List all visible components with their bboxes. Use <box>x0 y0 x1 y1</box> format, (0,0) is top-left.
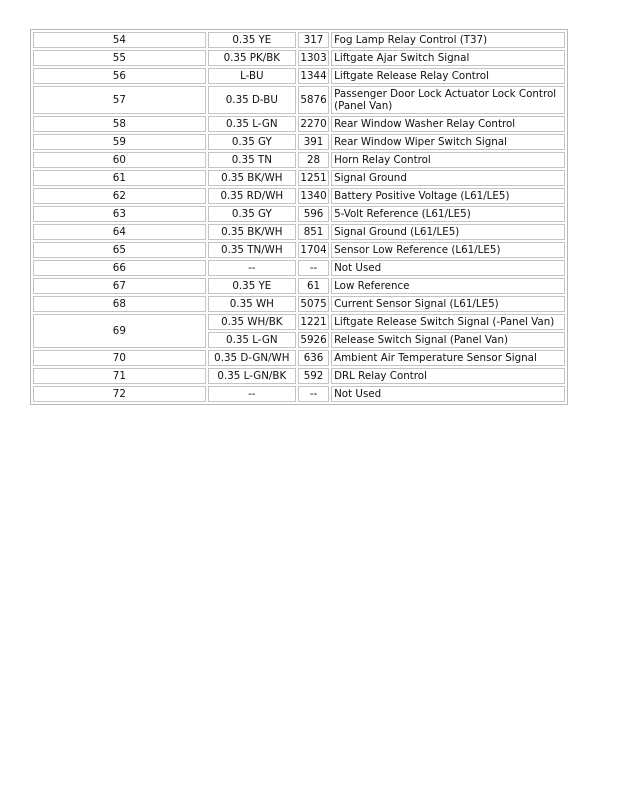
pin-cell: 58 <box>33 116 206 132</box>
table-row <box>33 116 565 132</box>
wire-cell: 0.35 BK/WH <box>208 224 296 240</box>
function-cell: Release Switch Signal (Panel Van) <box>331 332 565 348</box>
wire-cell: -- <box>208 386 296 402</box>
wire-cell: 0.35 WH <box>208 296 296 312</box>
pin-cell: 69 <box>33 314 206 348</box>
table-row <box>33 224 565 240</box>
pin-cell: 57 <box>33 86 206 114</box>
wire-cell: 0.35 D-GN/WH <box>208 350 296 366</box>
wire-cell: 0.35 WH/BK <box>208 314 296 330</box>
function-cell: Ambient Air Temperature Sensor Signal <box>331 350 565 366</box>
function-cell: Liftgate Release Relay Control <box>331 68 565 84</box>
table-row <box>33 170 565 186</box>
table-row <box>33 260 565 276</box>
function-cell: Signal Ground (L61/LE5) <box>331 224 565 240</box>
wire-cell: 0.35 RD/WH <box>208 188 296 204</box>
circuit-cell: 28 <box>298 152 329 168</box>
table-row <box>33 386 565 402</box>
wire-cell: 0.35 TN <box>208 152 296 168</box>
table-row <box>33 32 565 48</box>
wire-cell: 0.35 GY <box>208 206 296 222</box>
circuit-cell: -- <box>298 386 329 402</box>
circuit-cell: 596 <box>298 206 329 222</box>
table-row <box>33 68 565 84</box>
wire-cell: 0.35 YE <box>208 278 296 294</box>
circuit-cell: 851 <box>298 224 329 240</box>
table-row <box>33 86 565 114</box>
circuit-cell: 391 <box>298 134 329 150</box>
circuit-cell: 1251 <box>298 170 329 186</box>
table-row <box>33 368 565 384</box>
table-row <box>33 134 565 150</box>
circuit-cell: 5876 <box>298 86 329 114</box>
pin-cell: 56 <box>33 68 206 84</box>
pin-cell: 54 <box>33 32 206 48</box>
circuit-cell: 2270 <box>298 116 329 132</box>
wire-cell: 0.35 L-GN <box>208 332 296 348</box>
function-cell: Liftgate Release Switch Signal (-Panel Van) <box>331 314 565 330</box>
pin-cell: 66 <box>33 260 206 276</box>
table-row <box>33 188 565 204</box>
circuit-cell: 317 <box>298 32 329 48</box>
function-cell: 5-Volt Reference (L61/LE5) <box>331 206 565 222</box>
pin-cell: 71 <box>33 368 206 384</box>
pin-cell: 70 <box>33 350 206 366</box>
circuit-cell: 1704 <box>298 242 329 258</box>
circuit-cell: -- <box>298 260 329 276</box>
pin-cell: 59 <box>33 134 206 150</box>
circuit-cell: 1221 <box>298 314 329 330</box>
wire-cell: 0.35 D-BU <box>208 86 296 114</box>
wire-cell: 0.35 GY <box>208 134 296 150</box>
wire-cell: 0.35 L-GN <box>208 116 296 132</box>
table-row <box>33 350 565 366</box>
function-cell: Low Reference <box>331 278 565 294</box>
wire-cell: 0.35 BK/WH <box>208 170 296 186</box>
function-cell: Battery Positive Voltage (L61/LE5) <box>331 188 565 204</box>
table-row <box>33 278 565 294</box>
circuit-cell: 5926 <box>298 332 329 348</box>
wire-cell: L-BU <box>208 68 296 84</box>
pin-cell: 68 <box>33 296 206 312</box>
function-cell: Signal Ground <box>331 170 565 186</box>
wire-cell: 0.35 TN/WH <box>208 242 296 258</box>
circuit-cell: 1344 <box>298 68 329 84</box>
function-cell: Liftgate Ajar Switch Signal <box>331 50 565 66</box>
circuit-cell: 61 <box>298 278 329 294</box>
pin-cell: 67 <box>33 278 206 294</box>
table-row <box>33 314 565 330</box>
function-cell: Current Sensor Signal (L61/LE5) <box>331 296 565 312</box>
connector-pinout-table <box>30 29 568 405</box>
function-cell: Rear Window Washer Relay Control <box>331 116 565 132</box>
circuit-cell: 592 <box>298 368 329 384</box>
function-cell: DRL Relay Control <box>331 368 565 384</box>
function-cell: Passenger Door Lock Actuator Lock Control (Panel Van) <box>331 86 565 114</box>
table-row <box>33 296 565 312</box>
wire-cell: -- <box>208 260 296 276</box>
table-row <box>33 206 565 222</box>
pin-cell: 65 <box>33 242 206 258</box>
function-cell: Horn Relay Control <box>331 152 565 168</box>
pin-cell: 64 <box>33 224 206 240</box>
function-cell: Rear Window Wiper Switch Signal <box>331 134 565 150</box>
pin-cell: 63 <box>33 206 206 222</box>
function-cell: Sensor Low Reference (L61/LE5) <box>331 242 565 258</box>
circuit-cell: 636 <box>298 350 329 366</box>
pin-cell: 72 <box>33 386 206 402</box>
table-row <box>33 242 565 258</box>
wire-cell: 0.35 PK/BK <box>208 50 296 66</box>
function-cell: Fog Lamp Relay Control (T37) <box>331 32 565 48</box>
table-row <box>33 152 565 168</box>
function-cell: Not Used <box>331 386 565 402</box>
wire-cell: 0.35 YE <box>208 32 296 48</box>
table-row <box>33 50 565 66</box>
pin-cell: 60 <box>33 152 206 168</box>
circuit-cell: 1303 <box>298 50 329 66</box>
pin-cell: 61 <box>33 170 206 186</box>
circuit-cell: 1340 <box>298 188 329 204</box>
pin-cell: 55 <box>33 50 206 66</box>
function-cell: Not Used <box>331 260 565 276</box>
pin-cell: 62 <box>33 188 206 204</box>
wire-cell: 0.35 L-GN/BK <box>208 368 296 384</box>
circuit-cell: 5075 <box>298 296 329 312</box>
